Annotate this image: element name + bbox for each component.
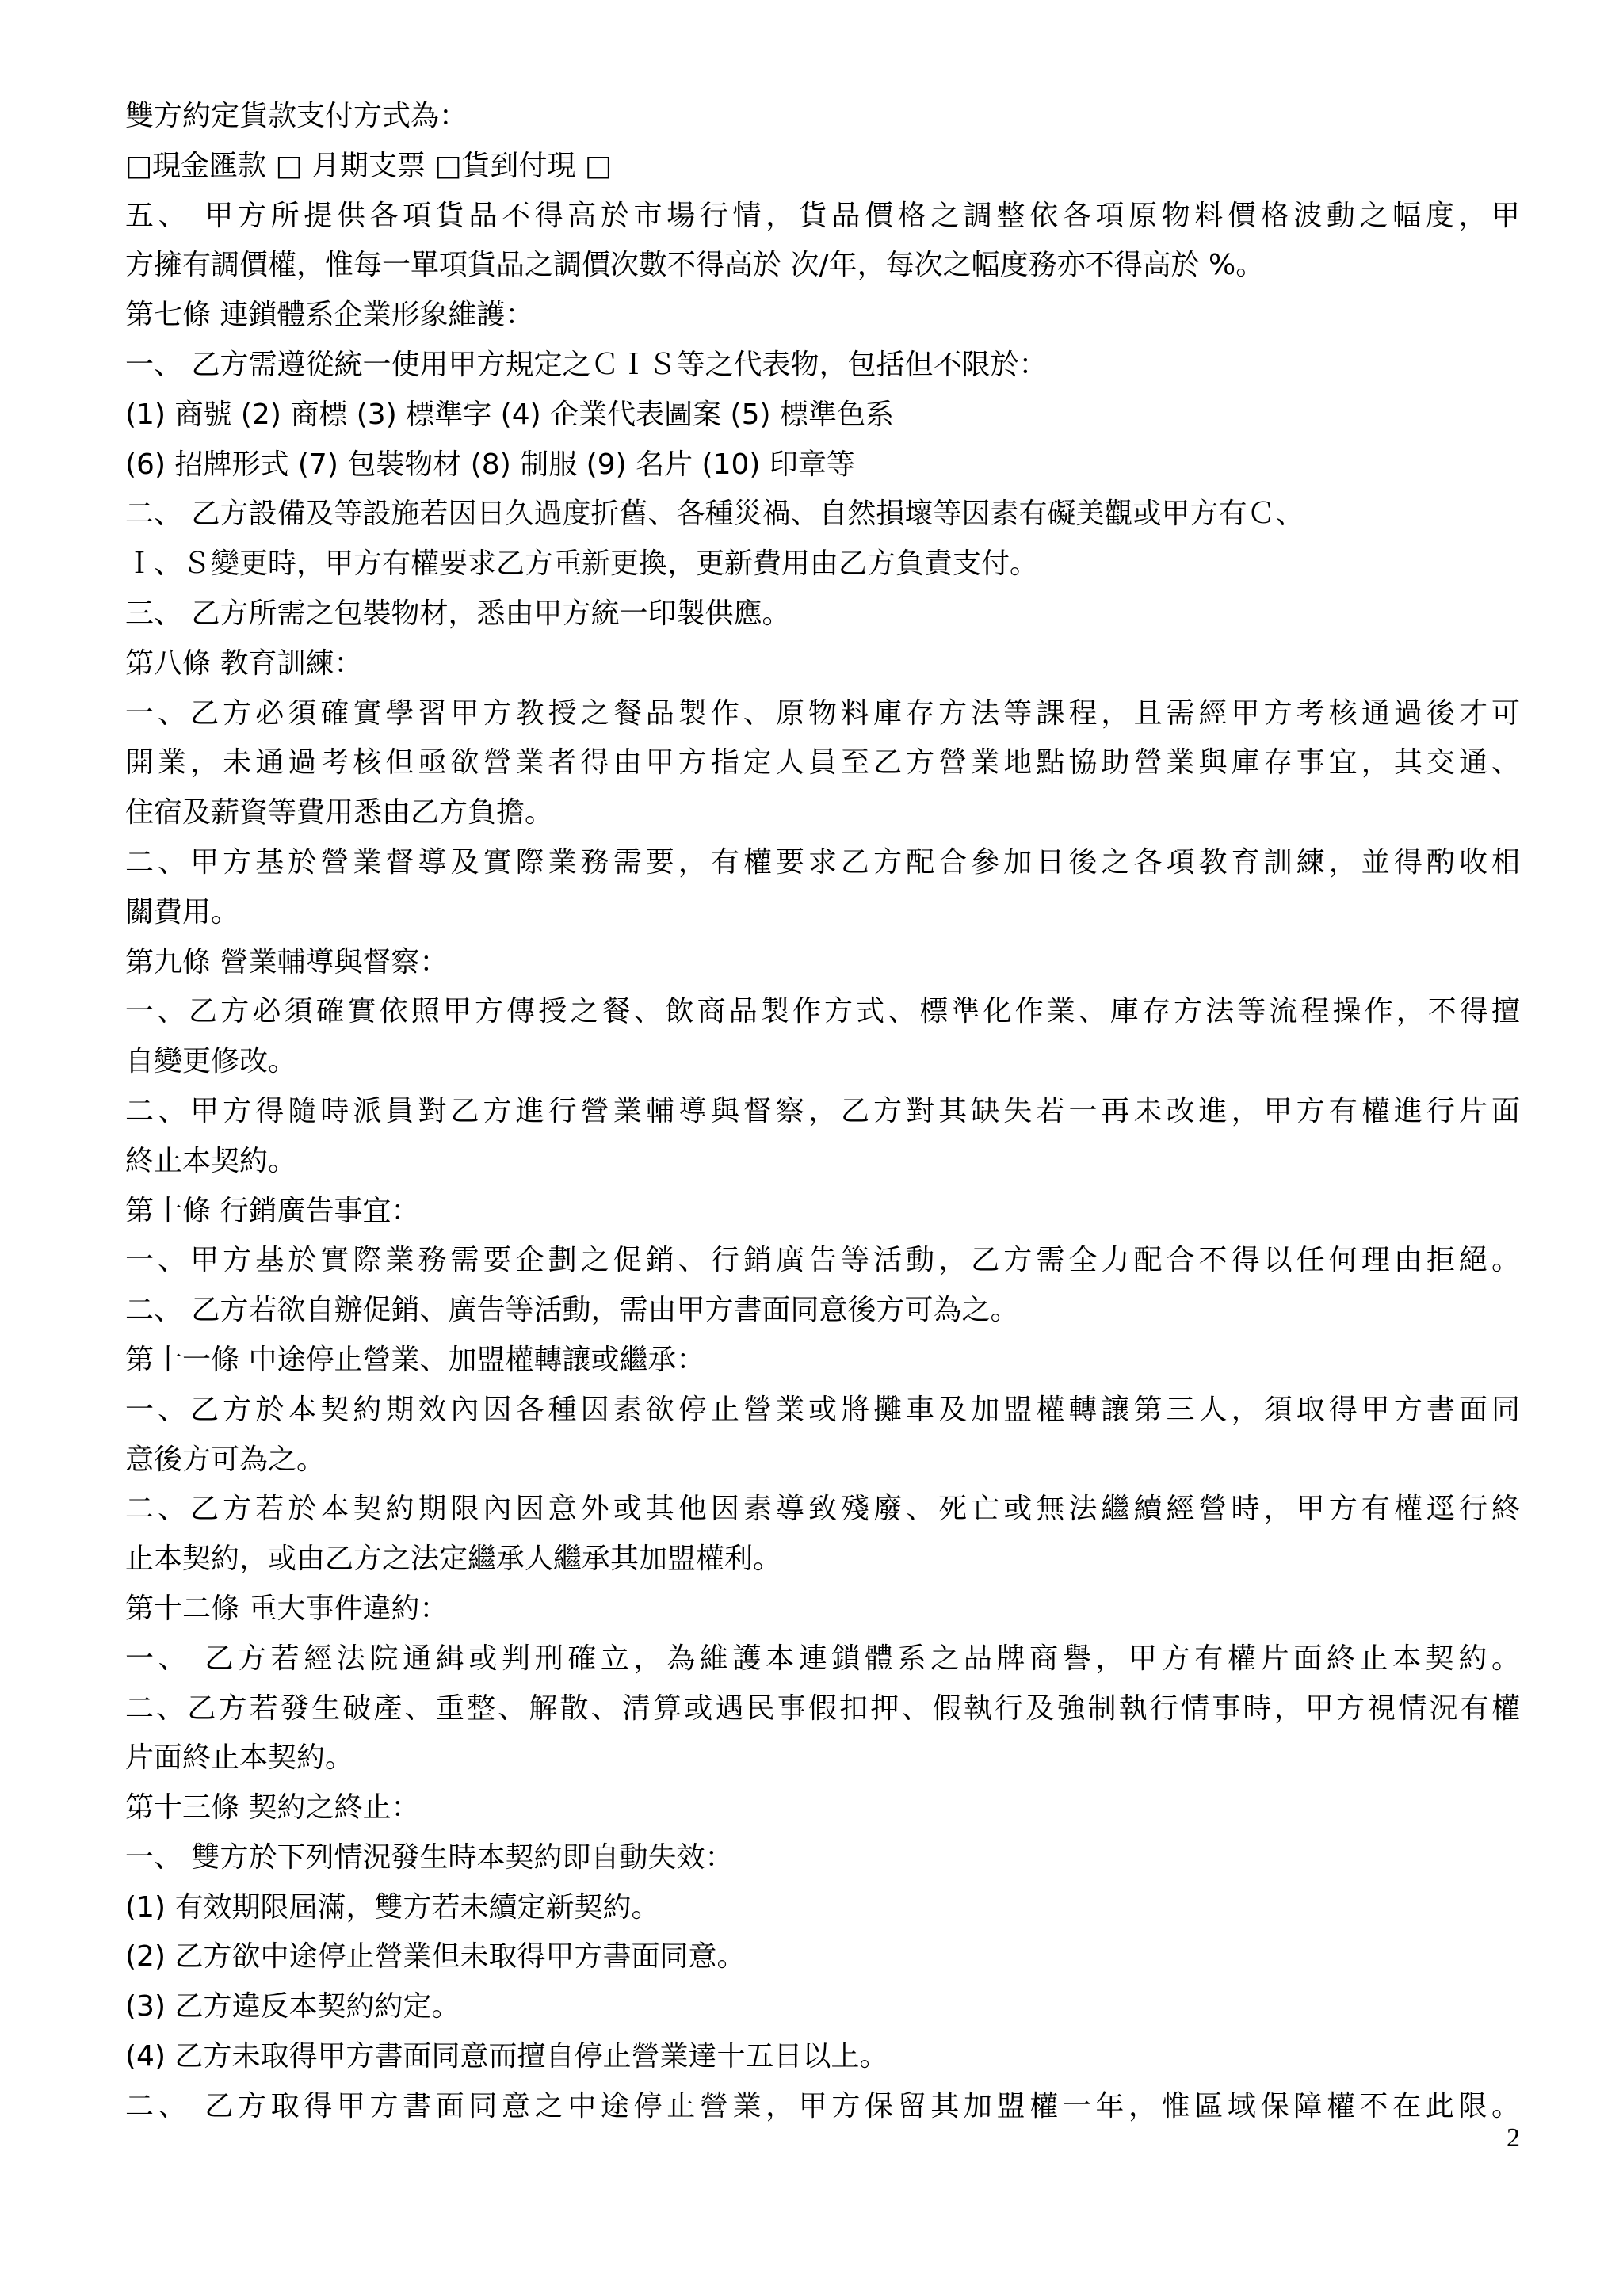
text-line: 五、 甲方所提供各項貨品不得高於市場行情，貨品價格之調整依各項原物料價格波動之幅度，甲: [125, 199, 1520, 232]
text-line: Ｉ、Ｓ變更時，甲方有權要求乙方重新更換，更新費用由乙方負責支付。: [125, 547, 1039, 581]
text-line: 一、乙方必須確實學習甲方教授之餐品製作、原物料庫存方法等課程，且需經甲方考核通過後才可: [125, 696, 1520, 730]
text-line: 一、乙方於本契約期效內因各種因素欲停止營業或將攤車及加盟權轉讓第三人，須取得甲方書面同: [125, 1393, 1520, 1426]
text-line: 一、乙方必須確實依照甲方傳授之餐、飲商品製作方式、標準化作業、庫存方法等流程操作，不得擅: [125, 995, 1520, 1028]
text-line: (6) 招牌形式 (7) 包裝物材 (8) 制服 (9) 名片 (10) 印章等: [125, 448, 855, 481]
document-body: [125, 92, 1520, 2132]
text-line: 終止本契約。: [125, 1144, 297, 1177]
text-line: 二、甲方基於營業督導及實際業務需要，有權要求乙方配合參加日後之各項教育訓練，並得酌收相: [125, 845, 1520, 879]
text-line: 意後方可為之。: [125, 1443, 326, 1476]
text-line: 第十二條 重大事件違約：: [125, 1592, 449, 1625]
text-line: 三、 乙方所需之包裝物材，悉由甲方統一印製供應。: [125, 597, 791, 630]
text-line: 第八條 教育訓練：: [125, 646, 363, 680]
text-line: 一、 雙方於下列情況發生時本契約即自動失效：: [125, 1840, 734, 1874]
text-line: 第十條 行銷廣告事宜：: [125, 1194, 420, 1227]
text-line: 方擁有調價權，惟每一單項貨品之調價次數不得高於 次/年，每次之幅度務亦不得高於 %。: [125, 249, 1265, 282]
text-line: (2) 乙方欲中途停止營業但未取得甲方書面同意。: [125, 1940, 746, 1974]
text-line: 片面終止本契約。: [125, 1741, 354, 1775]
text-line: 二、乙方若於本契約期限內因意外或其他因素導致殘廢、死亡或無法繼續經營時，甲方有權逕行終: [125, 1493, 1520, 1526]
text-line: 一、甲方基於實際業務需要企劃之促銷、行銷廣告等活動，乙方需全力配合不得以任何理由拒絕。: [125, 1244, 1520, 1277]
text-line: 二、甲方得隨時派員對乙方進行營業輔導與督察，乙方對其缺失若一再未改進，甲方有權進行片面: [125, 1094, 1520, 1127]
text-line: 一、 乙方需遵從統一使用甲方規定之ＣＩＳ等之代表物，包括但不限於：: [125, 348, 1048, 381]
text-line: 關費用。: [125, 895, 240, 929]
text-line: 住宿及薪資等費用悉由乙方負擔。: [125, 796, 554, 830]
page-number: 2: [1507, 2123, 1520, 2153]
text-line: 第七條 連鎖體系企業形象維護：: [125, 299, 534, 332]
text-line: 第九條 營業輔導與督察：: [125, 945, 449, 978]
text-line: 開業，未通過考核但亟欲營業者得由甲方指定人員至乙方營業地點協助營業與庫存事宜，其交通、: [125, 746, 1520, 780]
text-line: 止本契約，或由乙方之法定繼承人繼承其加盟權利。: [125, 1543, 782, 1576]
text-line: 二、乙方若發生破產、重整、解散、清算或遇民事假扣押、假執行及強制執行情事時，甲方視情況有權: [125, 1691, 1520, 1725]
text-line: (1) 商號 (2) 商標 (3) 標準字 (4) 企業代表圖案 (5) 標準色系: [125, 398, 894, 431]
text-line: 二、 乙方設備及等設施若因日久過度折舊、各種災禍、自然損壞等因素有礙美觀或甲方有Ｃ、: [125, 498, 1304, 531]
text-line: (4) 乙方未取得甲方書面同意而擅自停止營業達十五日以上。: [125, 2040, 888, 2073]
text-line: □現金匯款 □ 月期支票 □貨到付現 □: [125, 149, 612, 182]
text-line: (1) 有效期限屆滿，雙方若未續定新契約。: [125, 1890, 660, 1924]
text-line: 二、 乙方取得甲方書面同意之中途停止營業，甲方保留其加盟權一年，惟區域保障權不在此限。: [125, 2089, 1520, 2122]
text-line: 二、 乙方若欲自辦促銷、廣告等活動，需由甲方書面同意後方可為之。: [125, 1294, 1019, 1327]
text-line: 第十一條 中途停止營業、加盟權轉讓或繼承：: [125, 1343, 705, 1376]
text-line: 雙方約定貨款支付方式為：: [125, 100, 468, 132]
text-line: 一、 乙方若經法院通緝或判刑確立，為維護本連鎖體系之品牌商譽，甲方有權片面終止本契約。: [125, 1642, 1520, 1675]
text-line: 第十三條 契約之終止：: [125, 1791, 420, 1825]
text-line: (3) 乙方違反本契約約定。: [125, 1990, 460, 2023]
text-line: 自變更修改。: [125, 1045, 297, 1078]
